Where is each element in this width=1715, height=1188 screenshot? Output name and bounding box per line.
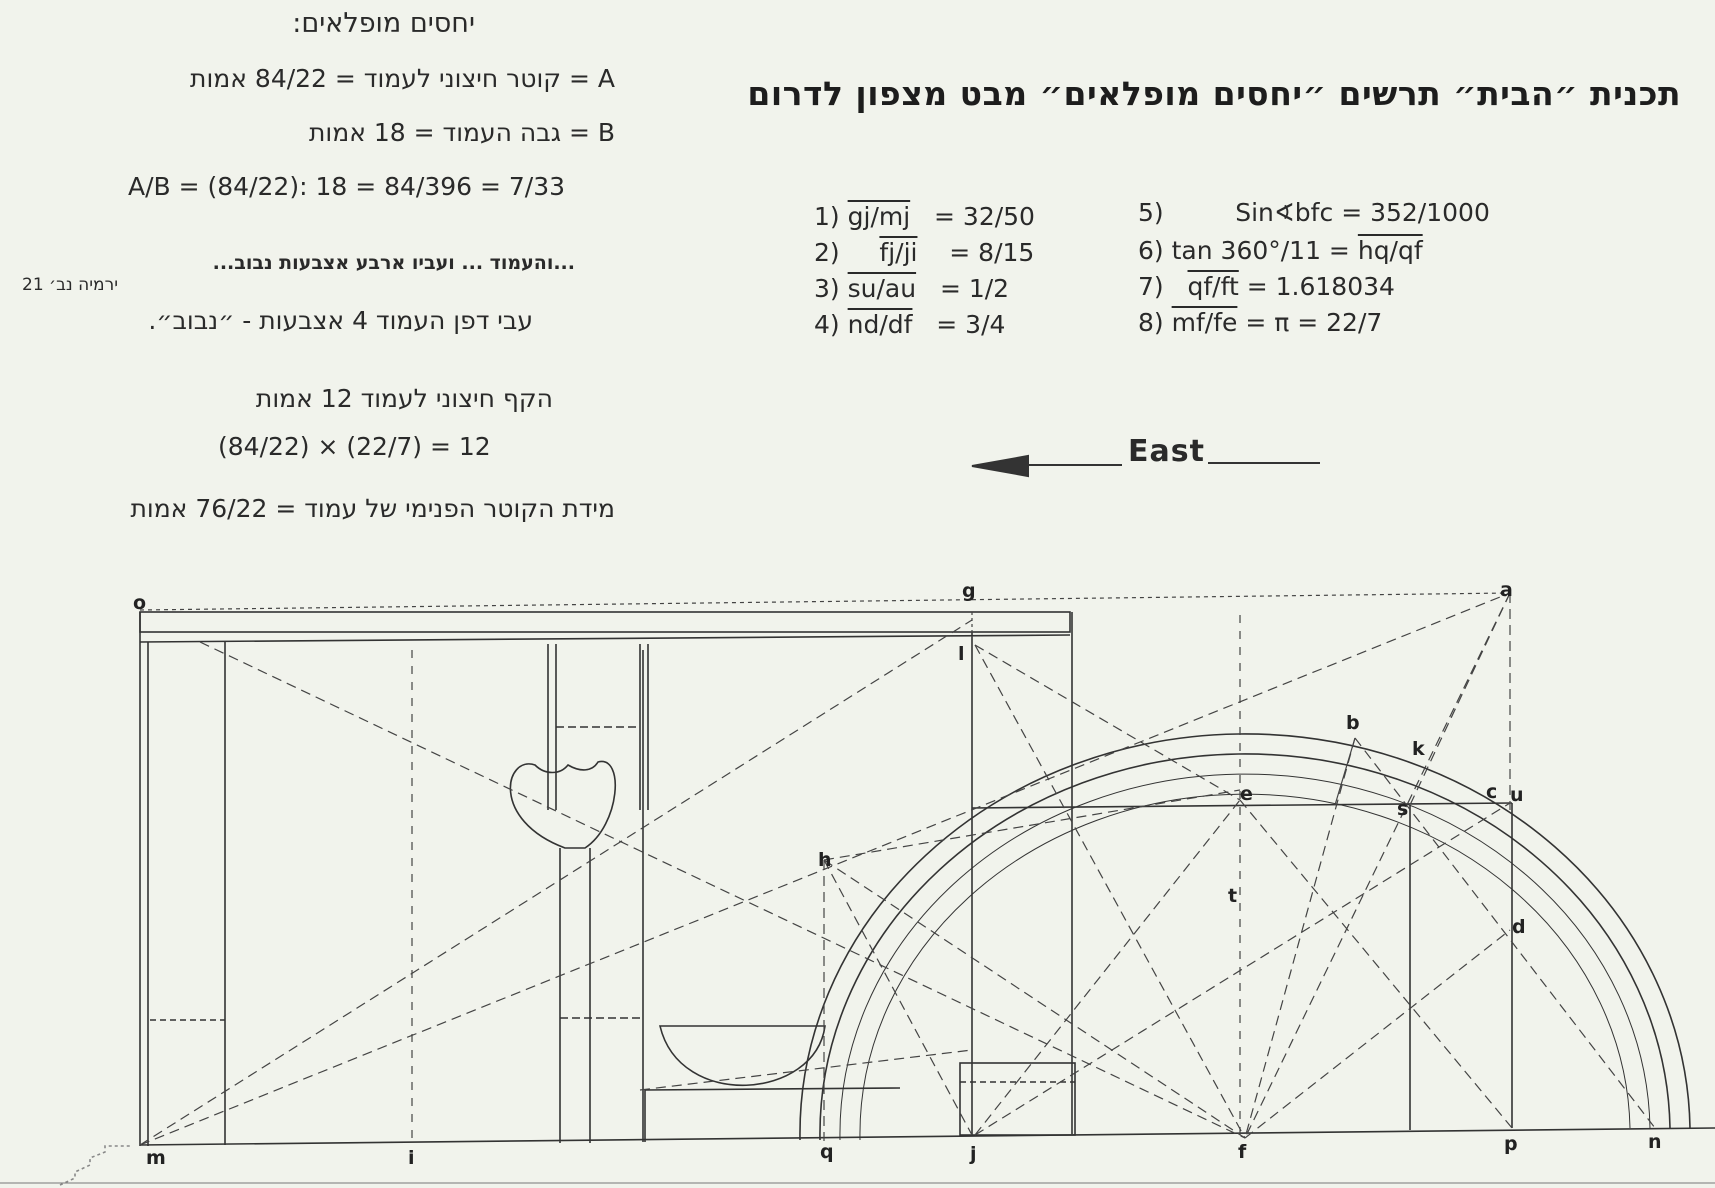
ratio-3: 3) su/au = 1/2 (814, 274, 1010, 303)
point-k: k (1412, 738, 1425, 760)
scripture-quote: ...והעמוד ... ועביו ארבע אצבעות נבוב... (212, 252, 575, 274)
ratio-1: 1) gj/mj = 32/50 (814, 202, 1035, 231)
point-o: o (133, 592, 147, 614)
note-outer-diameter: A = קוטר חיצוני לעמוד = 84/22 אמות (190, 64, 615, 93)
ratio-8: 8) mf/fe = π = 22/7 (1138, 308, 1383, 337)
point-n: n (1648, 1131, 1662, 1153)
ratio-6: 6) tan 360°/11 = hq/qf (1138, 236, 1423, 265)
east-label: East (1128, 434, 1205, 469)
note-wall-thickness: עבי דפן העמוד 4 אצבעות - ״נבוב״. (148, 306, 533, 335)
basin (660, 1026, 825, 1085)
note-column-height: B = גבה העמוד = 18 אמות (309, 118, 615, 147)
ratios-heading: יחסים מופלאים: (292, 8, 475, 39)
point-u: u (1510, 784, 1524, 806)
column-capital (510, 762, 615, 848)
note-perimeter: הקף חיצוני לעמוד 12 אמות (255, 384, 553, 413)
ground-line (140, 1128, 1715, 1145)
ratio-7: 7) qf/ft = 1.618034 (1138, 272, 1395, 301)
point-h: h (818, 849, 832, 871)
point-p: p (1504, 1133, 1518, 1155)
point-g: g (962, 580, 976, 602)
scripture-source: ירמיה נב׳ 21 (22, 275, 118, 295)
point-i: i (408, 1147, 415, 1169)
point-e: e (1240, 783, 1253, 805)
east-arrow (972, 456, 1320, 476)
point-b: b (1346, 712, 1360, 734)
point-c: c (1486, 781, 1498, 803)
note-perimeter-calc: (84/22) × (22/7) = 12 (218, 432, 491, 461)
page-title: תכנית ״הבית״ תרשים ״יחסים מופלאים״ מבט מצפון לדרום (747, 74, 1681, 113)
point-q: q (820, 1141, 834, 1163)
point-m: m (146, 1147, 166, 1169)
point-d: d (1512, 916, 1526, 938)
ratio-4: 4) nd/df = 3/4 (814, 310, 1006, 339)
point-s: s (1397, 798, 1409, 820)
ratio-5: 5) Sin∢bfc = 352/1000 (1138, 198, 1490, 227)
ratio-2: 2) fj/ji = 8/15 (814, 238, 1035, 267)
point-a: a (1500, 579, 1513, 601)
roof-beam (140, 612, 1070, 632)
note-inner-diameter: מידת הקוטר הפנימי של עמוד = 76/22 אמות (130, 494, 615, 523)
point-l: l (958, 643, 965, 665)
note-ratio-ab: A/B = (84/22): 18 = 84/396 = 7/33 (128, 172, 566, 201)
point-t: t (1228, 885, 1238, 907)
point-f: f (1238, 1141, 1247, 1163)
point-j: j (970, 1143, 977, 1165)
